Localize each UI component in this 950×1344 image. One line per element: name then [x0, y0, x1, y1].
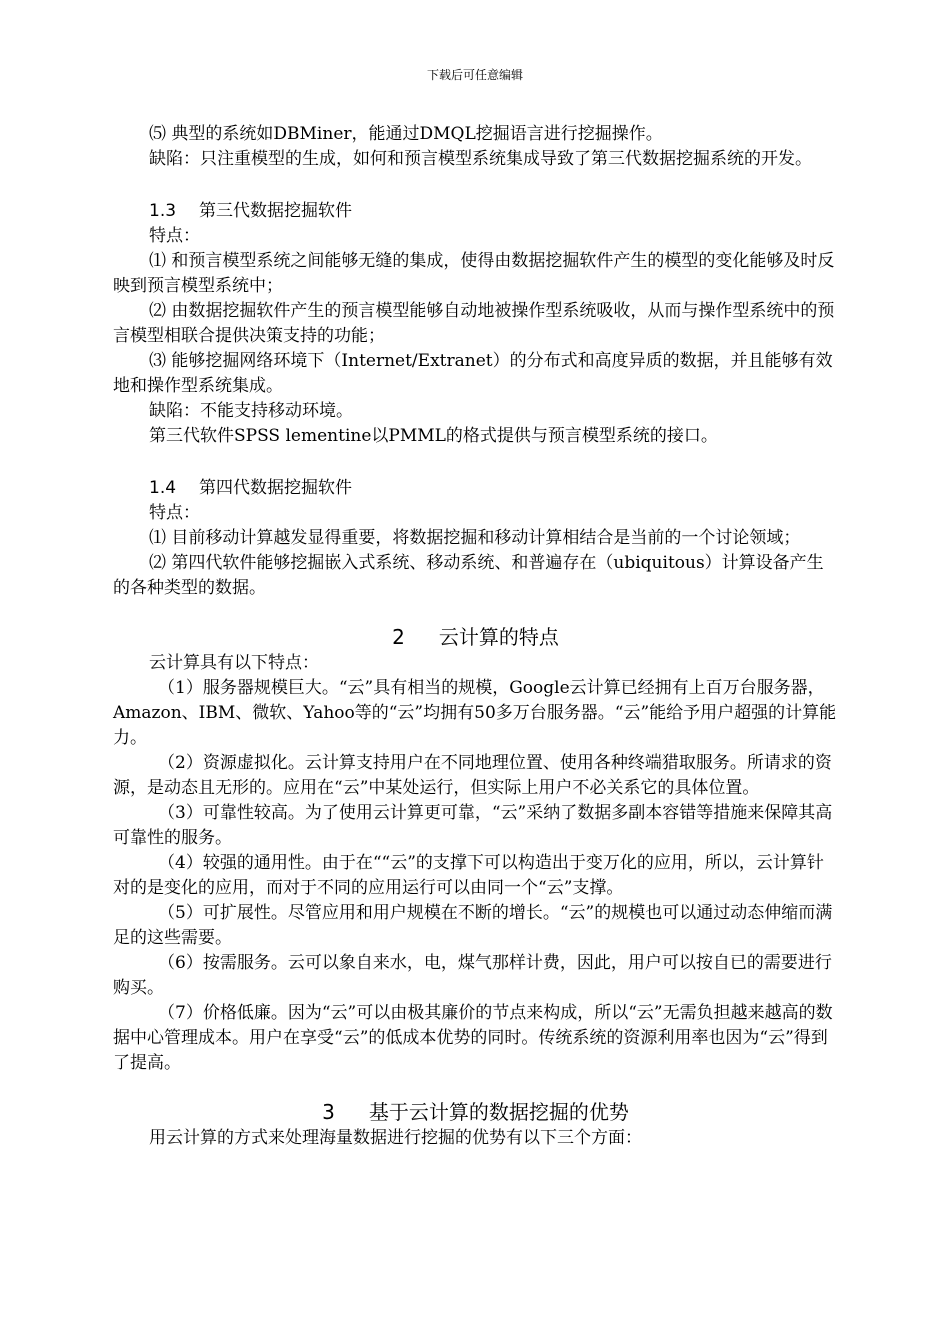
document-body	[113, 122, 838, 1151]
paragraph: ⑸ 典型的系统如DBMiner，能通过DMQL挖掘语言进行挖掘操作。	[149, 124, 663, 144]
section-title: 第三代数据挖掘软件	[199, 201, 352, 221]
chapter-title: 云计算的特点	[438, 625, 559, 649]
list-item: （6）按需服务。云可以象自来水，电，煤气那样计费，因此，用户可以按自已的需要进行购买。	[113, 953, 832, 998]
chapter-number: 2	[392, 625, 405, 649]
section-number: 1.4	[149, 478, 177, 498]
chapter-number: 3	[322, 1100, 335, 1124]
list-item: （2）资源虚拟化。云计算支持用户在不同地理位置、使用各种终端猎取服务。所请求的资源，是动态且无形的。应用在“云”中某处运行，但实际上用户不必关系它的具体位置。	[113, 753, 832, 798]
list-item: ⑴ 和预言模型系统之间能够无缝的集成，使得由数据挖掘软件产生的模型的变化能够及时反映到预言模型系统中；	[113, 251, 835, 296]
list-item: （4）较强的通用性。由于在““云”的支撑下可以构造出于变万化的应用，所以，云计算针对的是变化的应用，而对于不同的应用运行可以由同一个“云”支撑。	[113, 853, 824, 898]
list-item: ⑵ 第四代软件能够挖掘嵌入式系统、移动系统、和普遍存在（ubiquitous）计算设备产生的各种类型的数据。	[113, 553, 824, 598]
page-header: 下载后可任意编辑	[426, 68, 523, 82]
list-item: ⑶ 能够挖掘网络环境下（Internet/Extranet）的分布式和高度异质的数据，并且能够有效地和操作型系统集成。	[113, 351, 833, 396]
list-item: ⑵ 由数据挖掘软件产生的预言模型能够自动地被操作型系统吸收，从而与操作型系统中的预言模型相联合提供决策支持的功能；	[113, 301, 835, 346]
paragraph: 缺陷：不能支持移动环境。	[149, 401, 353, 421]
list-item: （5）可扩展性。尽管应用和用户规模在不断的增长。“云”的规模也可以通过动态伸缩而满足的这些需要。	[113, 903, 833, 948]
chapter-title: 基于云计算的数据挖掘的优势	[368, 1100, 629, 1124]
paragraph: 用云计算的方式来处理海量数据进行挖掘的优势有以下三个方面：	[149, 1128, 642, 1148]
list-item: （7）价格低廉。因为“云”可以由极其廉价的节点来构成，所以“云”无需负担越来越高的数据中心管理成本。用户在享受“云”的低成本优势的同时。传统系统的资源利用率也因为“云”得到了提高。	[113, 1003, 833, 1073]
list-item: （3）可靠性较高。为了使用云计算更可靠，“云”采纳了数据多副本容错等措施来保障其高可靠性的服务。	[113, 803, 833, 848]
section-heading-1-4	[113, 476, 838, 501]
paragraph: 云计算具有以下特点：	[149, 653, 319, 673]
section-number: 1.3	[149, 201, 177, 221]
paragraph: 第三代软件SPSS lementine以PMML的格式提供与预言模型系统的接口。	[149, 426, 718, 446]
section-heading-1-3	[113, 199, 838, 224]
paragraph: 特点：	[149, 503, 200, 523]
section-title: 第四代数据挖掘软件	[199, 478, 352, 498]
list-item: ⑴ 目前移动计算越发显得重要，将数据挖掘和移动计算相结合是当前的一个讨论领域；	[149, 528, 801, 548]
paragraph: 缺陷：只注重模型的生成，如何和预言模型系统集成导致了第三代数据挖掘系统的开发。	[149, 149, 812, 169]
list-item: （1）服务器规模巨大。“云”具有相当的规模，Google云计算已经拥有上百万台服务器，Amazon、IBM、微软、Yahoo等的“云”均拥有50多万台服务器。“云”能给予用户超强的计算能力。	[113, 678, 837, 748]
paragraph: 特点：	[149, 226, 200, 246]
chapter-heading-3	[113, 1098, 838, 1126]
chapter-heading-2	[113, 623, 838, 651]
